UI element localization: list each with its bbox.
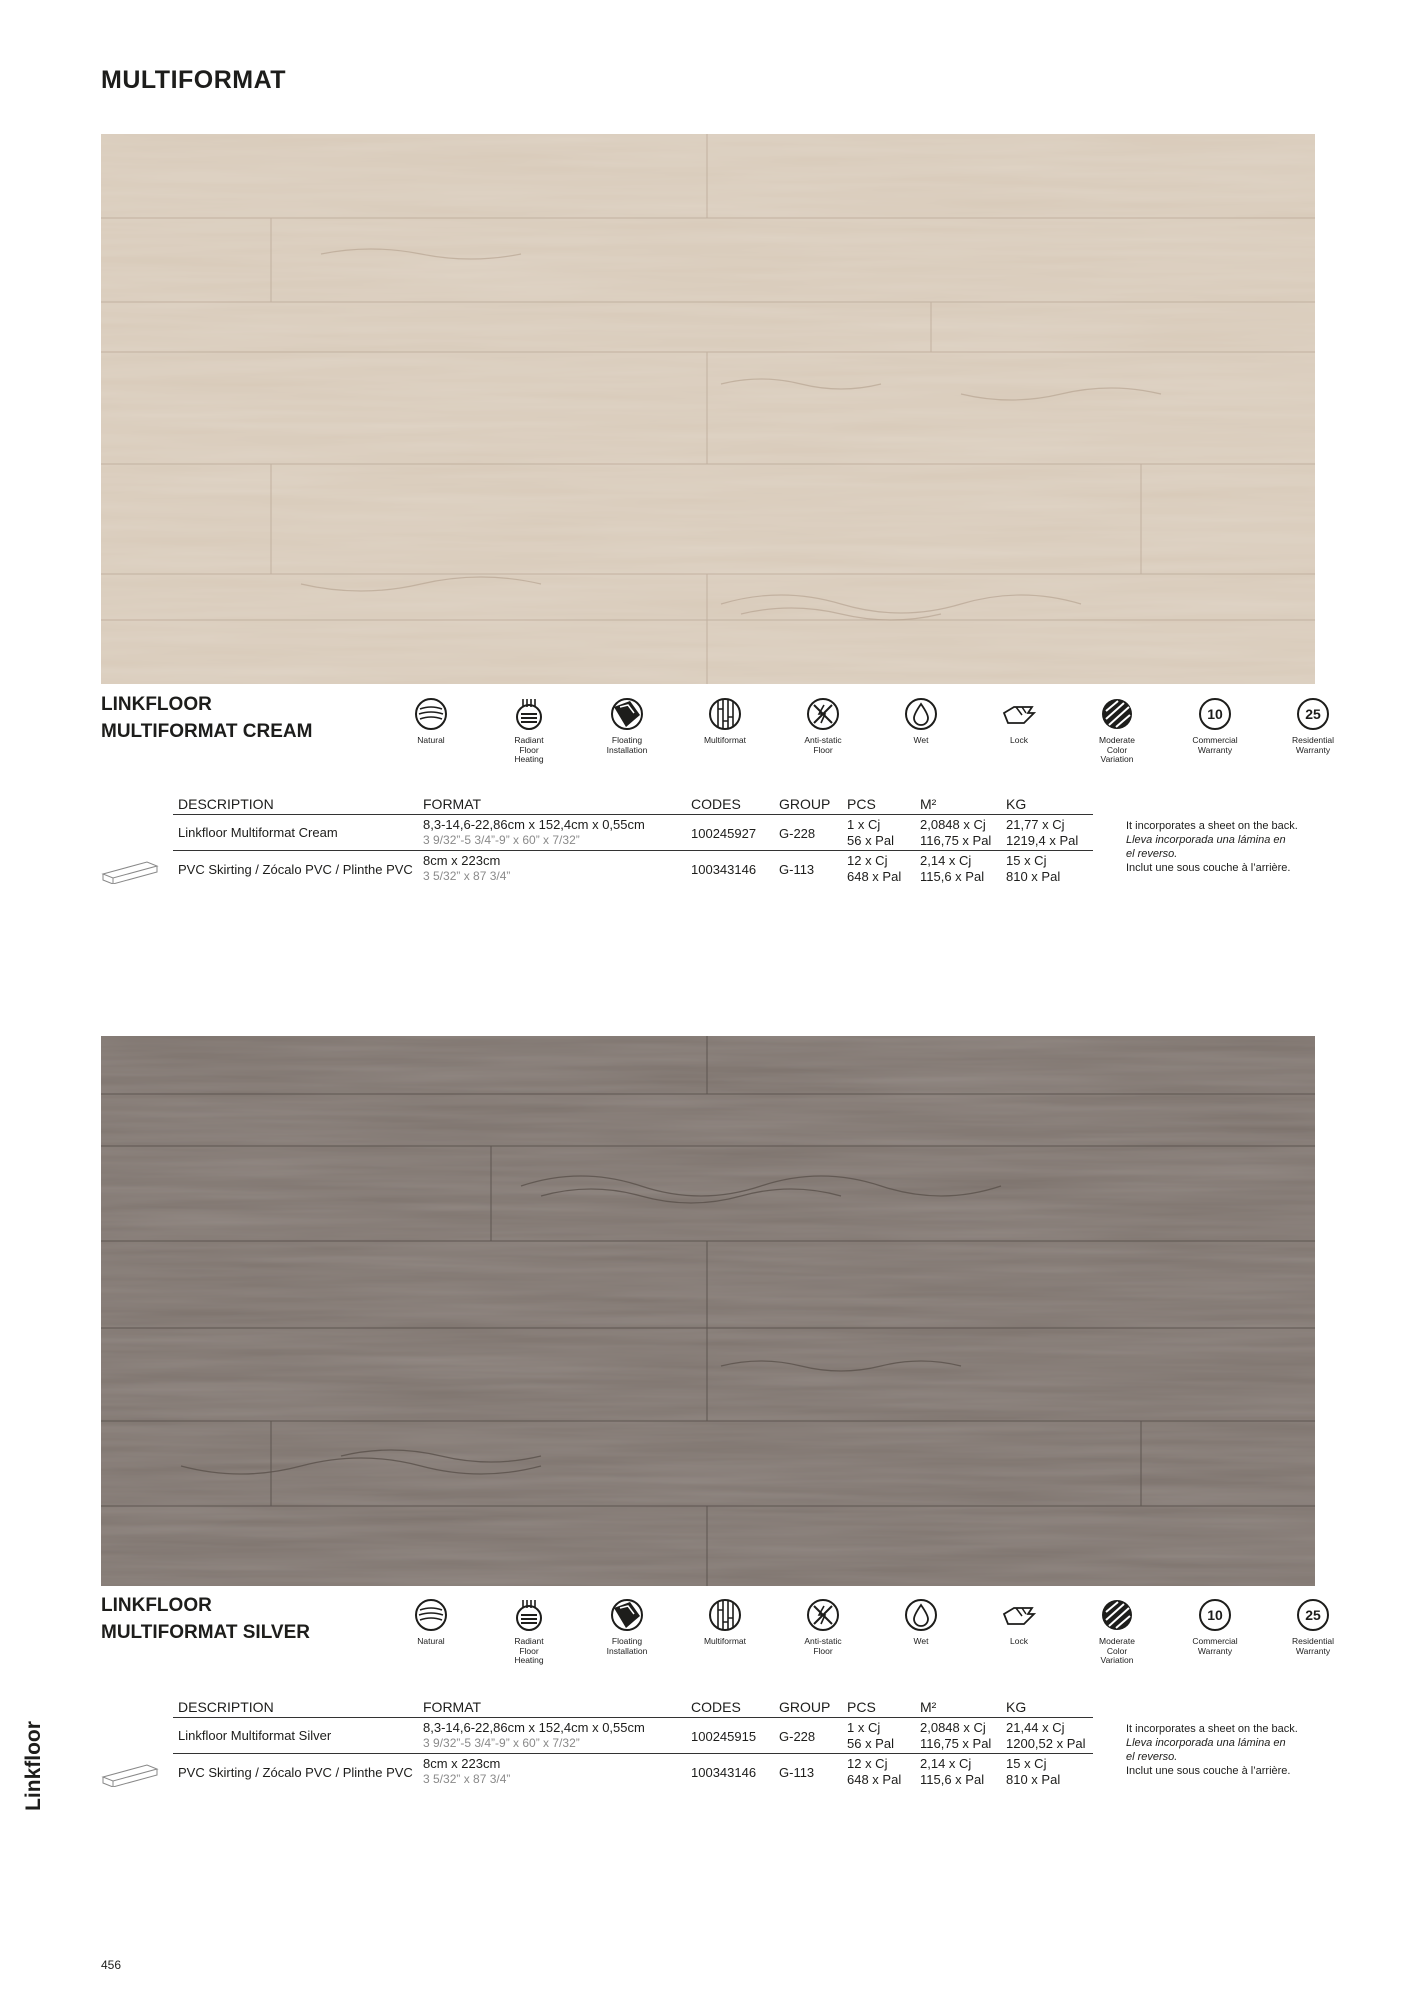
feature-wet: [881, 1598, 961, 1647]
header-kg: KG: [1006, 796, 1027, 812]
side-brand: [14, 1718, 54, 1818]
warranty-badge: 25: [1305, 1607, 1321, 1623]
note-es-line2: el reverso.: [1126, 1751, 1178, 1763]
icon-label: Warranty: [1295, 1645, 1331, 1656]
row-description: PVC Skirting / Zócalo PVC / Plinthe PVC: [178, 1765, 413, 1780]
header-codes: CODES: [691, 796, 741, 812]
anti-static-floor-icon: [806, 1598, 840, 1632]
icon-label: Wet: [913, 735, 929, 745]
table-header: [173, 794, 1093, 815]
icon-label: Residential: [1291, 1636, 1335, 1646]
icon-label: Commercial: [1192, 735, 1238, 745]
header-kg: KG: [1006, 1699, 1027, 1715]
row-pcs-box: 12 x Cj: [847, 1756, 888, 1771]
feature-multiformat: [685, 697, 765, 746]
row-pcs-pallet: 648 x Pal: [847, 869, 902, 884]
icon-label: Floor: [519, 1645, 539, 1656]
icon-label: Radiant: [514, 735, 544, 745]
header-group: GROUP: [779, 1699, 831, 1715]
row-format-imperial: 3 5/32” x 87 3/4”: [423, 869, 511, 883]
row-format: 8cm x 223cm: [423, 1756, 501, 1771]
row-m2-box: 2,0848 x Cj: [920, 817, 986, 832]
icon-label: Wet: [913, 1636, 929, 1646]
table-row: [173, 1719, 1093, 1754]
icon-label: Installation: [606, 1645, 648, 1656]
commercial-warranty-icon: [1198, 1598, 1232, 1632]
header-pcs: PCS: [847, 1699, 876, 1715]
icon-label: Warranty: [1197, 1645, 1233, 1656]
icon-label: Lock: [1010, 1636, 1028, 1646]
feature-lock: [979, 697, 1059, 746]
icon-label: Heating: [514, 754, 544, 764]
header-group: GROUP: [779, 796, 831, 812]
header-format: FORMAT: [423, 796, 482, 812]
row-pcs-pallet: 56 x Pal: [847, 1736, 894, 1751]
feature-wet: [881, 697, 961, 746]
feature-floating-installation: [587, 1598, 667, 1656]
icon-label: Variation: [1100, 754, 1134, 764]
spec-table-cream: [173, 794, 1093, 894]
note-es-line1: Lleva incorporada una lámina en: [1126, 834, 1286, 846]
warranty-badge: 10: [1207, 706, 1223, 722]
row-kg-box: 15 x Cj: [1006, 853, 1047, 868]
header-format: FORMAT: [423, 1699, 482, 1715]
row-description: Linkfloor Multiformat Silver: [178, 1728, 332, 1743]
row-code: 100343146: [691, 1765, 757, 1780]
row-code: 100245927: [691, 826, 757, 841]
product-note-cream: [1126, 819, 1326, 875]
spec-table-silver: [173, 1697, 1093, 1797]
product-title-line2: MULTIFORMAT SILVER: [101, 1622, 310, 1643]
header-description: DESCRIPTION: [178, 796, 274, 812]
residential-warranty-icon: [1296, 697, 1330, 731]
row-kg-pallet: 810 x Pal: [1006, 1772, 1061, 1787]
product-title-line1: LINKFLOOR: [101, 694, 212, 715]
row-kg-pallet: 1200,52 x Pal: [1006, 1736, 1086, 1751]
icon-label: Multiformat: [703, 735, 747, 745]
icon-label: Floating: [611, 1636, 643, 1646]
icon-label: Floor: [813, 744, 833, 755]
icon-label: Moderate: [1099, 735, 1135, 745]
icon-label: Radiant: [514, 1636, 544, 1646]
row-kg-box: 21,77 x Cj: [1006, 817, 1065, 832]
row-pcs-pallet: 56 x Pal: [847, 833, 894, 848]
feature-natural: [391, 1598, 471, 1647]
header-m2: M²: [920, 1699, 937, 1715]
silver-floor-image: [101, 1036, 1315, 1586]
header-codes: CODES: [691, 1699, 741, 1715]
row-kg-pallet: 810 x Pal: [1006, 869, 1061, 884]
cream-floor-image: [101, 134, 1315, 684]
row-format-imperial: 3 9/32”-5 3/4”-9” x 60” x 7/32”: [423, 1736, 580, 1750]
row-format-imperial: 3 9/32”-5 3/4”-9” x 60” x 7/32”: [423, 833, 580, 847]
product-title-cream: [101, 691, 312, 745]
row-kg-box: 21,44 x Cj: [1006, 1720, 1065, 1735]
commercial-warranty-icon: [1198, 697, 1232, 731]
table-row: [173, 852, 1093, 888]
table-row: [173, 816, 1093, 851]
feature-moderate-color-variation: [1077, 1598, 1157, 1666]
feature-moderate-color-variation: [1077, 697, 1157, 765]
icon-label: Anti-static: [804, 735, 842, 745]
row-pcs-pallet: 648 x Pal: [847, 1772, 902, 1787]
product-title-line1: LINKFLOOR: [101, 1595, 212, 1616]
feature-commercial-warranty: [1175, 1598, 1255, 1656]
header-description: DESCRIPTION: [178, 1699, 274, 1715]
icon-label: Warranty: [1295, 744, 1331, 755]
wet-icon: [904, 697, 938, 731]
lock-icon: [1002, 697, 1036, 731]
natural-icon: [414, 697, 448, 731]
row-code: 100343146: [691, 862, 757, 877]
icon-label: Floor: [519, 744, 539, 755]
row-m2-pallet: 115,6 x Pal: [920, 1772, 985, 1787]
multiformat-icon: [708, 1598, 742, 1632]
note-fr: Inclut une sous couche à l’arrière.: [1126, 862, 1291, 874]
floating-installation-icon: [610, 697, 644, 731]
row-code: 100245915: [691, 1729, 757, 1744]
icon-label: Natural: [417, 1636, 445, 1646]
radiant-floor-heating-icon: [512, 697, 546, 731]
icon-label: Warranty: [1197, 744, 1233, 755]
row-group: G-228: [779, 1729, 816, 1744]
row-format: 8cm x 223cm: [423, 853, 501, 868]
page-number: 456: [101, 1958, 122, 1972]
feature-radiant-floor-heating: [489, 697, 569, 765]
product-title-line2: MULTIFORMAT CREAM: [101, 721, 313, 742]
moderate-color-variation-icon: [1100, 697, 1134, 731]
icon-label: Floor: [813, 1645, 833, 1656]
row-m2-pallet: 116,75 x Pal: [920, 1736, 992, 1751]
anti-static-floor-icon: [806, 697, 840, 731]
icon-label: Heating: [514, 1655, 544, 1665]
icon-label: Residential: [1291, 735, 1335, 745]
product-title-silver: [101, 1592, 310, 1646]
multiformat-icon: [708, 697, 742, 731]
feature-commercial-warranty: [1175, 697, 1255, 755]
residential-warranty-icon: [1296, 1598, 1330, 1632]
feature-anti-static-floor: [783, 1598, 863, 1656]
row-kg-box: 15 x Cj: [1006, 1756, 1047, 1771]
moderate-color-variation-icon: [1100, 1598, 1134, 1632]
icon-label: Commercial: [1192, 1636, 1238, 1646]
wet-icon: [904, 1598, 938, 1632]
icon-label: Anti-static: [804, 1636, 842, 1646]
feature-residential-warranty: [1273, 1598, 1353, 1656]
feature-natural: [391, 697, 471, 746]
icon-label: Installation: [606, 744, 648, 755]
row-m2-box: 2,14 x Cj: [920, 1756, 972, 1771]
header-pcs: PCS: [847, 796, 876, 812]
feature-lock: [979, 1598, 1059, 1647]
row-m2-pallet: 116,75 x Pal: [920, 833, 992, 848]
radiant-floor-heating-icon: [512, 1598, 546, 1632]
icon-label: Variation: [1100, 1655, 1134, 1665]
row-description: PVC Skirting / Zócalo PVC / Plinthe PVC: [178, 862, 413, 877]
brand-vertical-text: Linkfloor: [22, 1721, 45, 1811]
row-m2-box: 2,14 x Cj: [920, 853, 972, 868]
row-format: 8,3-14,6-22,86cm x 152,4cm x 0,55cm: [423, 1720, 645, 1735]
row-m2-box: 2,0848 x Cj: [920, 1720, 986, 1735]
row-format-imperial: 3 5/32” x 87 3/4”: [423, 1772, 511, 1786]
note-en: It incorporates a sheet on the back.: [1126, 820, 1298, 832]
icon-label: Moderate: [1099, 1636, 1135, 1646]
header-m2: M²: [920, 796, 937, 812]
note-es-line2: el reverso.: [1126, 848, 1178, 860]
icon-label: Color: [1106, 1645, 1128, 1656]
icon-label: Lock: [1010, 735, 1028, 745]
row-m2-pallet: 115,6 x Pal: [920, 869, 985, 884]
feature-residential-warranty: [1273, 697, 1353, 755]
row-pcs-box: 1 x Cj: [847, 1720, 881, 1735]
feature-radiant-floor-heating: [489, 1598, 569, 1666]
row-pcs-box: 1 x Cj: [847, 817, 881, 832]
row-pcs-box: 12 x Cj: [847, 853, 888, 868]
natural-icon: [414, 1598, 448, 1632]
table-header: [173, 1697, 1093, 1718]
note-fr: Inclut une sous couche à l’arrière.: [1126, 1765, 1291, 1777]
feature-anti-static-floor: [783, 697, 863, 755]
floating-installation-icon: [610, 1598, 644, 1632]
row-format: 8,3-14,6-22,86cm x 152,4cm x 0,55cm: [423, 817, 645, 832]
row-kg-pallet: 1219,4 x Pal: [1006, 833, 1079, 848]
feature-multiformat: [685, 1598, 765, 1647]
warranty-badge: 25: [1305, 706, 1321, 722]
icon-label: Floating: [611, 735, 643, 745]
row-group: G-113: [779, 862, 815, 877]
row-group: G-228: [779, 826, 816, 841]
row-description: Linkfloor Multiformat Cream: [178, 825, 338, 840]
note-en: It incorporates a sheet on the back.: [1126, 1723, 1298, 1735]
icon-label: Natural: [417, 735, 445, 745]
row-group: G-113: [779, 1765, 815, 1780]
table-row: [173, 1755, 1093, 1791]
icon-label: Color: [1106, 744, 1128, 755]
skirting-icon: [101, 860, 161, 884]
note-es-line1: Lleva incorporada una lámina en: [1126, 1737, 1286, 1749]
page-title: MULTIFORMAT: [101, 66, 287, 94]
warranty-badge: 10: [1207, 1607, 1223, 1623]
skirting-icon: [101, 1763, 161, 1787]
icon-label: Multiformat: [703, 1636, 747, 1646]
lock-icon: [1002, 1598, 1036, 1632]
feature-floating-installation: [587, 697, 667, 755]
product-note-silver: [1126, 1722, 1326, 1778]
